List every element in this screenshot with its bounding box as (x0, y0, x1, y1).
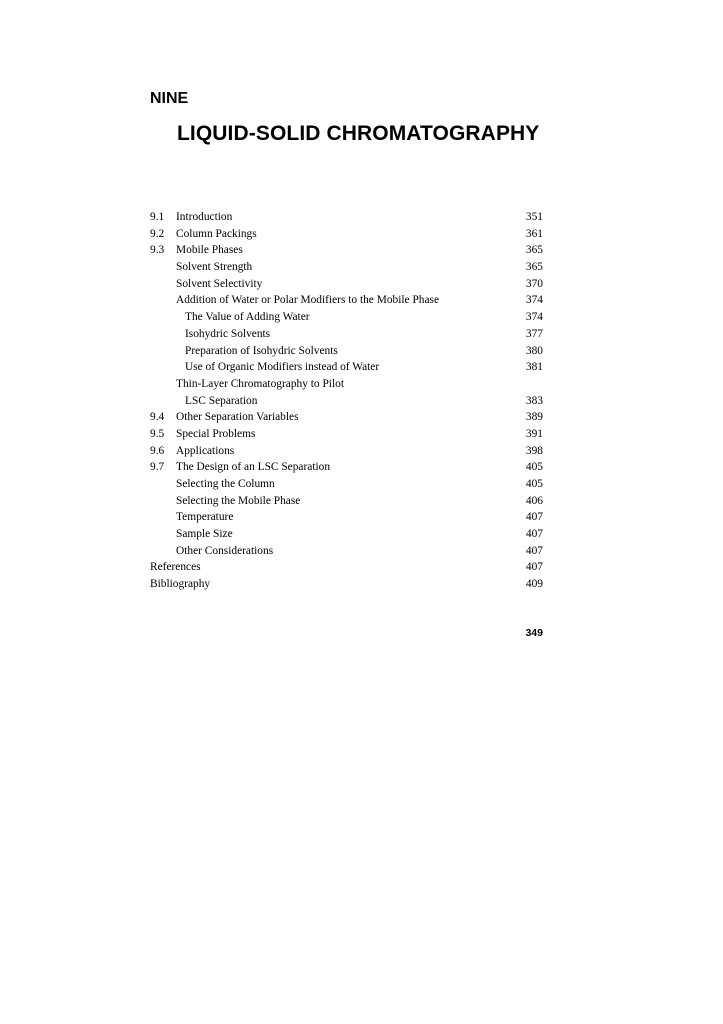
toc-entry-title: Preparation of Isohydric Solvents (185, 344, 338, 357)
toc-page-number: 377 (525, 327, 543, 340)
toc-entry-title: Sample Size (176, 528, 233, 541)
toc-section-number: 9.2 (150, 227, 165, 240)
toc-entry-title: Column Packings (176, 227, 257, 240)
toc-page-number: 406 (525, 494, 543, 507)
toc-entry-title: Solvent Selectivity (176, 277, 263, 290)
toc-entry (150, 426, 543, 443)
toc-entry-title: Other Separation Variables (176, 411, 299, 424)
toc-entry-title: Thin-Layer Chromatography to Pilot (176, 377, 344, 390)
toc-entry-title: References (150, 561, 201, 574)
toc-entry (150, 376, 543, 393)
toc-page-number: 381 (525, 361, 543, 374)
toc-page-number: 370 (525, 277, 543, 290)
toc-page-number: 405 (525, 461, 543, 474)
toc-entry (150, 209, 543, 226)
toc-page-number: 374 (525, 311, 543, 324)
toc-entry-title: Bibliography (150, 578, 211, 591)
toc-entry-title: Use of Organic Modifiers instead of Water (185, 361, 380, 374)
toc-entry (150, 459, 543, 476)
toc-page-number: 407 (525, 528, 543, 541)
toc-entry-title: Special Problems (176, 427, 256, 440)
toc-section-number: 9.4 (150, 411, 165, 424)
toc-section-number: 9.6 (150, 444, 165, 457)
toc-entry (150, 226, 543, 243)
toc-page-number: 391 (525, 427, 543, 440)
toc-entry (150, 259, 543, 276)
toc-entry-title: Selecting the Mobile Phase (176, 494, 301, 507)
toc-page-number: 407 (525, 544, 543, 557)
chapter-title: LIQUID-SOLID CHROMATOGRAPHY (177, 122, 540, 145)
toc-entry (150, 242, 543, 259)
toc-page-number: 389 (525, 411, 543, 424)
toc-entry-title: Applications (176, 444, 235, 457)
toc-entry-title: Solvent Strength (176, 261, 253, 274)
toc-entry (150, 443, 543, 460)
toc-page-number: 405 (525, 478, 543, 490)
toc-entry (150, 543, 543, 560)
chapter-label: NINE (150, 90, 189, 107)
toc-entry (150, 526, 543, 543)
toc-entry (150, 276, 543, 293)
toc-page-number: 361 (525, 227, 543, 240)
toc-entry (150, 576, 543, 593)
toc-page-number: 409 (525, 578, 543, 591)
toc-section-number: 9.3 (150, 244, 165, 257)
toc-entry-title: Addition of Water or Polar Modifiers to the Mobile Phase (176, 294, 440, 307)
table-of-contents (150, 209, 543, 593)
toc-page-number: 380 (525, 344, 543, 357)
toc-entry-title: Isohydric Solvents (185, 327, 271, 340)
toc-entry (150, 493, 543, 510)
toc-entry (150, 292, 543, 309)
toc-page-number: 374 (525, 294, 543, 307)
toc-entry (150, 343, 543, 360)
toc-entry-title: The Value of Adding Water (185, 311, 310, 324)
toc-page-number: 351 (525, 211, 543, 223)
toc-entry-title: Other Considerations (176, 544, 274, 557)
toc-entry (150, 476, 543, 493)
toc-entry (150, 393, 543, 410)
toc-entry-title: The Design of an LSC Separation (176, 461, 331, 474)
toc-entry-title: LSC Separation (185, 394, 258, 407)
toc-section-number: 9.1 (150, 211, 165, 223)
toc-entry-title: Selecting the Column (176, 478, 275, 490)
toc-page-number: 398 (525, 444, 543, 457)
toc-entry-title: Mobile Phases (176, 244, 243, 257)
toc-page-number: 407 (525, 511, 543, 524)
toc-entry (150, 509, 543, 526)
toc-section-number: 9.5 (150, 427, 165, 440)
toc-entry (150, 326, 543, 343)
toc-page-number: 407 (525, 561, 543, 574)
toc-entry (150, 559, 543, 576)
toc-entry-title: Temperature (176, 511, 234, 524)
toc-entry (150, 309, 543, 326)
toc-entry (150, 409, 543, 426)
toc-entry-title: Introduction (176, 211, 233, 223)
toc-page-number: 365 (525, 244, 543, 257)
toc-page-number: 365 (525, 261, 543, 274)
toc-entry (150, 359, 543, 376)
toc-page-number: 383 (525, 394, 543, 407)
page-number: 349 (525, 627, 543, 639)
toc-section-number: 9.7 (150, 461, 165, 474)
